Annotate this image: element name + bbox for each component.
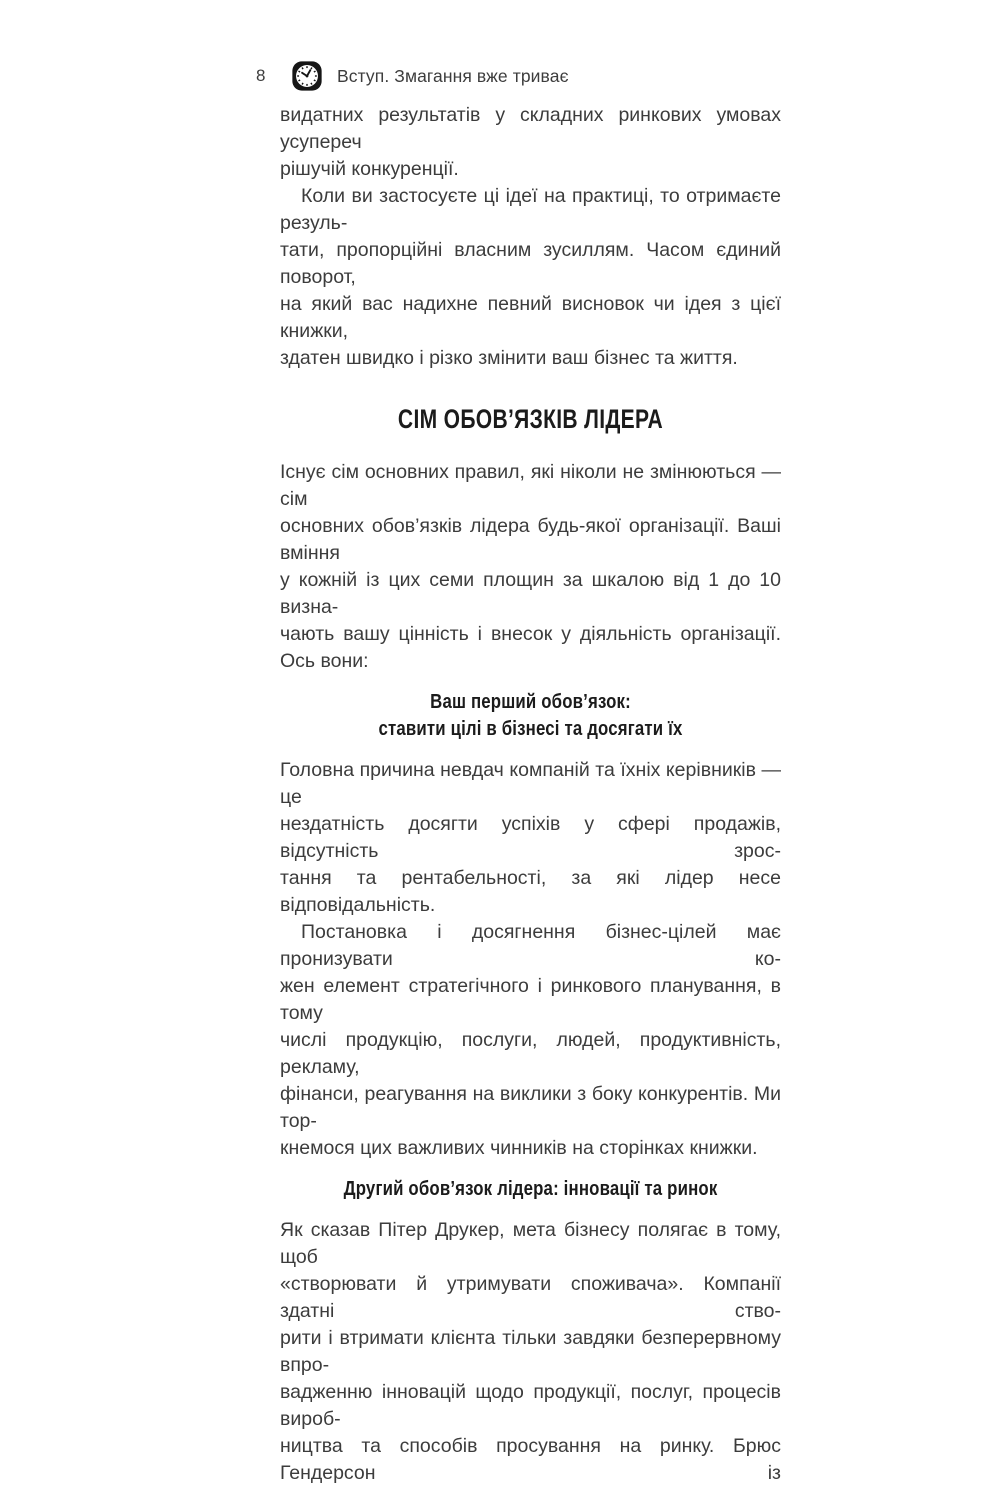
heading-line: Другий обов’язок лідера: інновації та ринок: [343, 1177, 718, 1200]
text-line: у кожній із цих семи площин за шкалою від 1 до 10 визна-: [280, 569, 781, 618]
text-line: ництва та способів просування на ринку. Брюс Гендерсон із: [280, 1435, 781, 1484]
text-line: Як сказав Пітер Друкер, мета бізнесу полягає в тому, щоб: [280, 1219, 781, 1268]
paragraph: [280, 757, 781, 919]
text-line: числі продукцію, послуги, людей, продуктивність, рекламу,: [280, 1029, 781, 1078]
text-line: тання та рентабельності, за які лідер несе відповідальність.: [280, 867, 781, 916]
text-line: фінанси, реагування на виклики з боку конкурентів. Ми тор-: [280, 1083, 781, 1132]
text-line: Коли ви застосуєте ці ідеї на практиці, то отримаєте резуль-: [280, 185, 781, 234]
subsection-heading: [325, 1175, 736, 1202]
text-line: Існує сім основних правил, які ніколи не змінюються — сім: [280, 461, 781, 510]
text-line: кнемося цих важливих чинників на сторінках книжки.: [280, 1137, 758, 1159]
text-line: здатен швидко і різко змінити ваш бізнес та життя.: [280, 347, 738, 369]
paragraph: [280, 102, 781, 183]
section-heading: [335, 405, 726, 434]
text-line: рити і втримати клієнта тільки завдяки безперервному впро-: [280, 1327, 781, 1376]
paragraph: [280, 459, 781, 675]
text-line: вадженню інновацій щодо продукції, послуг, процесів вироб-: [280, 1381, 781, 1430]
page-header: [256, 57, 569, 95]
text-line: тати, пропорційні власним зусиллям. Часом єдиний поворот,: [280, 239, 781, 288]
text-line: Постановка і досягнення бізнес-цілей має пронизувати ко-: [280, 921, 781, 970]
heading-line: Ваш перший обов’язок:: [430, 690, 631, 713]
text-line: рішучій конкуренції.: [280, 158, 459, 180]
subsection-heading: [325, 688, 736, 742]
text-line: «створювати й утримувати споживача». Компанії здатні ство-: [280, 1273, 781, 1322]
page-number: 8: [256, 66, 266, 85]
heading-line: СІМ ОБОВ’ЯЗКІВ ЛІДЕРА: [397, 404, 664, 434]
text-line: на який вас надихне певний висновок чи ідея з цієї книжки,: [280, 293, 781, 342]
text-line: жен елемент стратегічного і ринкового планування, в тому: [280, 975, 781, 1024]
text-line: чають вашу цінність і внесок у діяльність організації. Ось вони:: [280, 623, 781, 672]
paragraph: [280, 1217, 781, 1487]
running-head-title: Вступ. Змагання вже триває: [337, 65, 569, 86]
text-line: основних обов’язків лідера будь-якої організації. Ваші вміння: [280, 515, 781, 564]
clock-icon: [290, 59, 324, 93]
heading-line: ставити цілі в бізнесі та досягати їх: [378, 717, 683, 740]
text-line: нездатність досягти успіхів у сфері продажів, відсутність зрос-: [280, 813, 781, 862]
text-line: видатних результатів у складних ринкових умовах усупереч: [280, 104, 781, 153]
text-line: Головна причина невдач компаній та їхніх керівників — це: [280, 759, 781, 808]
paragraph: [280, 183, 781, 372]
paragraph: [280, 919, 781, 1162]
page-body: [280, 102, 781, 1487]
